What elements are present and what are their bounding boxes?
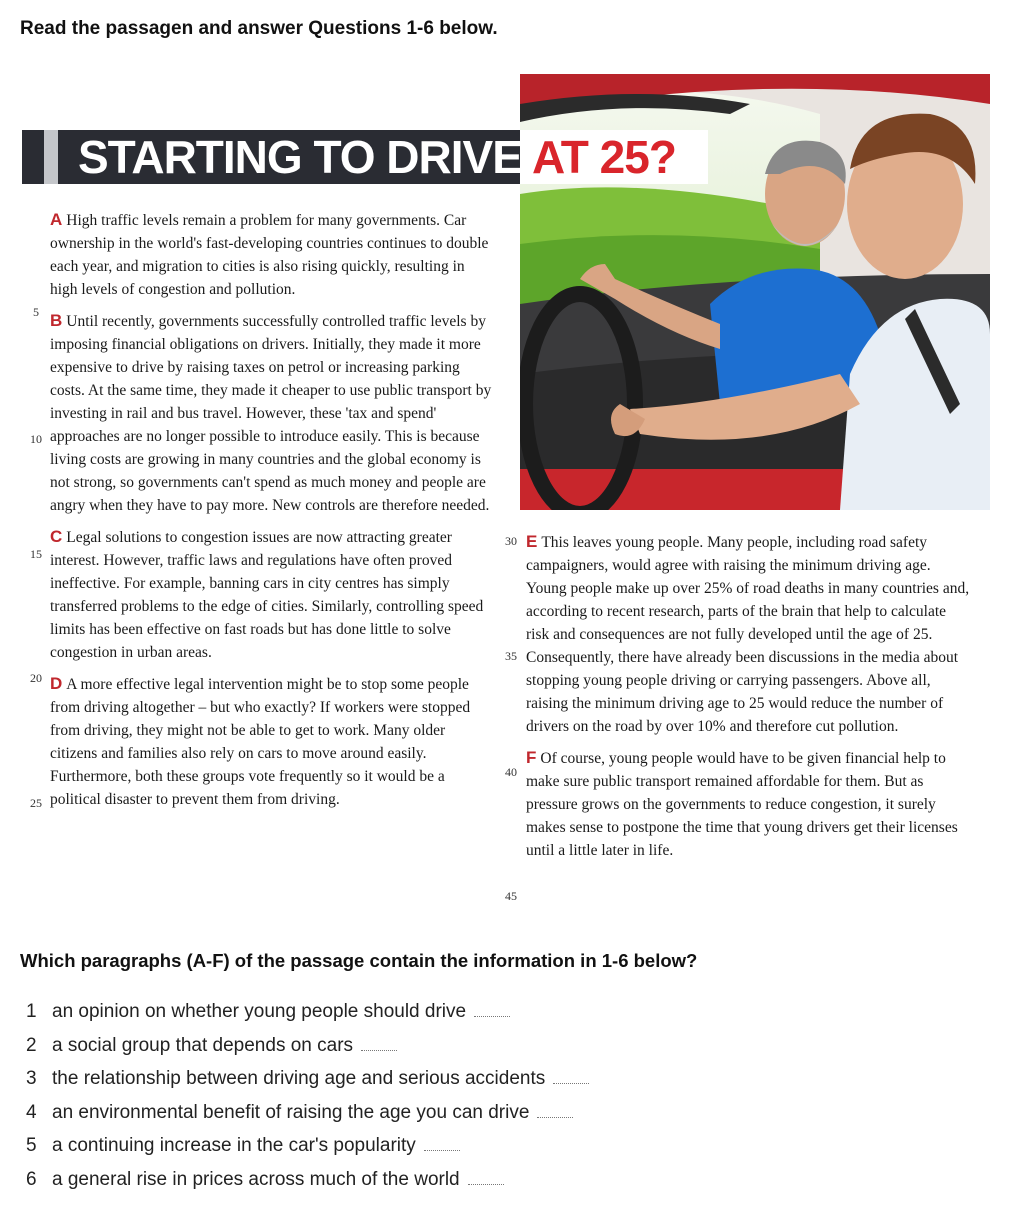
line-number: 5 bbox=[33, 305, 39, 319]
question-text: a social group that depends on cars bbox=[52, 1034, 354, 1056]
question-text: an environmental benefit of raising the age you can drive bbox=[52, 1101, 530, 1123]
question-number: 6 bbox=[26, 1168, 37, 1190]
paragraph-e bbox=[526, 530, 972, 738]
title-part-2: AT 25? bbox=[531, 131, 676, 183]
question-number: 2 bbox=[26, 1034, 37, 1056]
question-item bbox=[26, 997, 786, 1031]
paragraph-letter: C bbox=[50, 527, 63, 546]
question-item bbox=[26, 1031, 786, 1065]
paragraph-text: High traffic levels remain a problem for many governments. Car ownership in the world's fast-developing countries continues to double each year, and migration to cities is also rising quickly, resulting in high levels of congestion and pollution. bbox=[50, 212, 489, 298]
question-text: a continuing increase in the car's popularity bbox=[52, 1135, 416, 1157]
line-number: 20 bbox=[30, 671, 42, 685]
paragraph-d bbox=[50, 672, 494, 811]
passage-left-column bbox=[50, 208, 494, 819]
question-item bbox=[26, 1165, 786, 1199]
paragraph-f bbox=[526, 746, 972, 862]
line-number: 35 bbox=[505, 649, 517, 663]
paragraph-text: Of course, young people would have to be given financial help to make sure public transport remained affordable for them. But as pressure grows on the governments to reduce congestion, it surely makes sense to postpone the time that young drivers get their licenses until a little later in life. bbox=[526, 750, 958, 859]
question-item bbox=[26, 1098, 786, 1132]
question-number: 5 bbox=[26, 1135, 37, 1157]
paragraph-letter: A bbox=[50, 210, 63, 229]
question-text: the relationship between driving age and serious accidents bbox=[52, 1068, 546, 1090]
question-item bbox=[26, 1131, 786, 1165]
paragraph-text: Until recently, governments successfully controlled traffic levels by imposing financial obligations on drivers. Initially, they made it more expensive to drive by raising taxes on petrol or increasing parking costs. At the same time, they made it cheaper to use public transport by investing in rail and bus travel. However, these 'tax and spend' approaches are no longer possible to introduce easily. This is because living costs are growing in many countries and the global economy is not strong, so governments can't spend as much money and people are angry when they have to pay more. New controls are therefore needed. bbox=[50, 313, 492, 514]
paragraph-letter: D bbox=[50, 674, 63, 693]
line-number: 45 bbox=[505, 889, 517, 903]
question-heading: Which paragraphs (A-F) of the passage contain the information in 1-6 below? bbox=[20, 950, 698, 971]
question-item bbox=[26, 1064, 786, 1098]
answer-blank[interactable] bbox=[468, 1168, 504, 1185]
line-number: 25 bbox=[30, 796, 42, 810]
paragraph-text: Legal solutions to congestion issues are now attracting greater interest. However, traffic laws and regulations have often proved ineffective. For example, banning cars in city centres has simply transferred problems to the edge of cities. Similarly, controlling speed limits has been effective on fast roads but has done little to solve congestion in urban areas. bbox=[50, 529, 484, 661]
answer-blank[interactable] bbox=[474, 1000, 510, 1017]
paragraph-letter: F bbox=[526, 748, 537, 767]
paragraph-letter: B bbox=[50, 311, 63, 330]
question-text: an opinion on whether young people should drive bbox=[52, 1001, 467, 1022]
line-number: 10 bbox=[30, 432, 42, 446]
paragraph-text: This leaves young people. Many people, including road safety campaigners, would agree with raising the minimum driving age. Young people make up over 25% of road deaths in many countries and, according to recent research, parts of the brain that help to calculate risk and consequences are not fully developed until the age of 25. Consequently, there have already been discussions in the media about stopping young people driving or carrying passengers. Above all, raising the minimum driving age to 25 would reduce the number of drivers on the road by over 10% and therefore cut pollution. bbox=[526, 534, 970, 735]
paragraph-c bbox=[50, 525, 494, 664]
answer-blank[interactable] bbox=[537, 1101, 573, 1118]
line-number: 30 bbox=[505, 534, 517, 548]
question-number: 1 bbox=[26, 1001, 37, 1022]
line-number: 40 bbox=[505, 765, 517, 779]
paragraph-letter: E bbox=[526, 532, 538, 551]
paragraph-b bbox=[50, 309, 494, 517]
banner-accent-bar bbox=[44, 130, 58, 184]
answer-blank[interactable] bbox=[553, 1067, 589, 1084]
answer-blank[interactable] bbox=[424, 1134, 460, 1151]
answer-blank[interactable] bbox=[361, 1034, 397, 1051]
question-number: 3 bbox=[26, 1068, 37, 1090]
line-number: 15 bbox=[30, 547, 42, 561]
paragraph-text: A more effective legal intervention might be to stop some people from driving altogether – but who exactly? If workers were stopped from driving, they might not be able to get to work. Many older citizens and families also rely on cars to move around easily. Furthermore, both these groups vote frequently so it would be a political disaster to prevent them from driving. bbox=[50, 676, 471, 808]
question-number: 4 bbox=[26, 1101, 37, 1123]
question-text: a general rise in prices across much of the world bbox=[52, 1168, 460, 1190]
article-title bbox=[78, 130, 676, 184]
paragraph-a bbox=[50, 208, 494, 301]
passage-right-column bbox=[526, 530, 972, 870]
question-list bbox=[26, 997, 786, 1199]
instruction-heading: Read the passagen and answer Questions 1-6 below. bbox=[20, 18, 498, 39]
title-part-1: STARTING TO DRIVE bbox=[78, 131, 522, 183]
